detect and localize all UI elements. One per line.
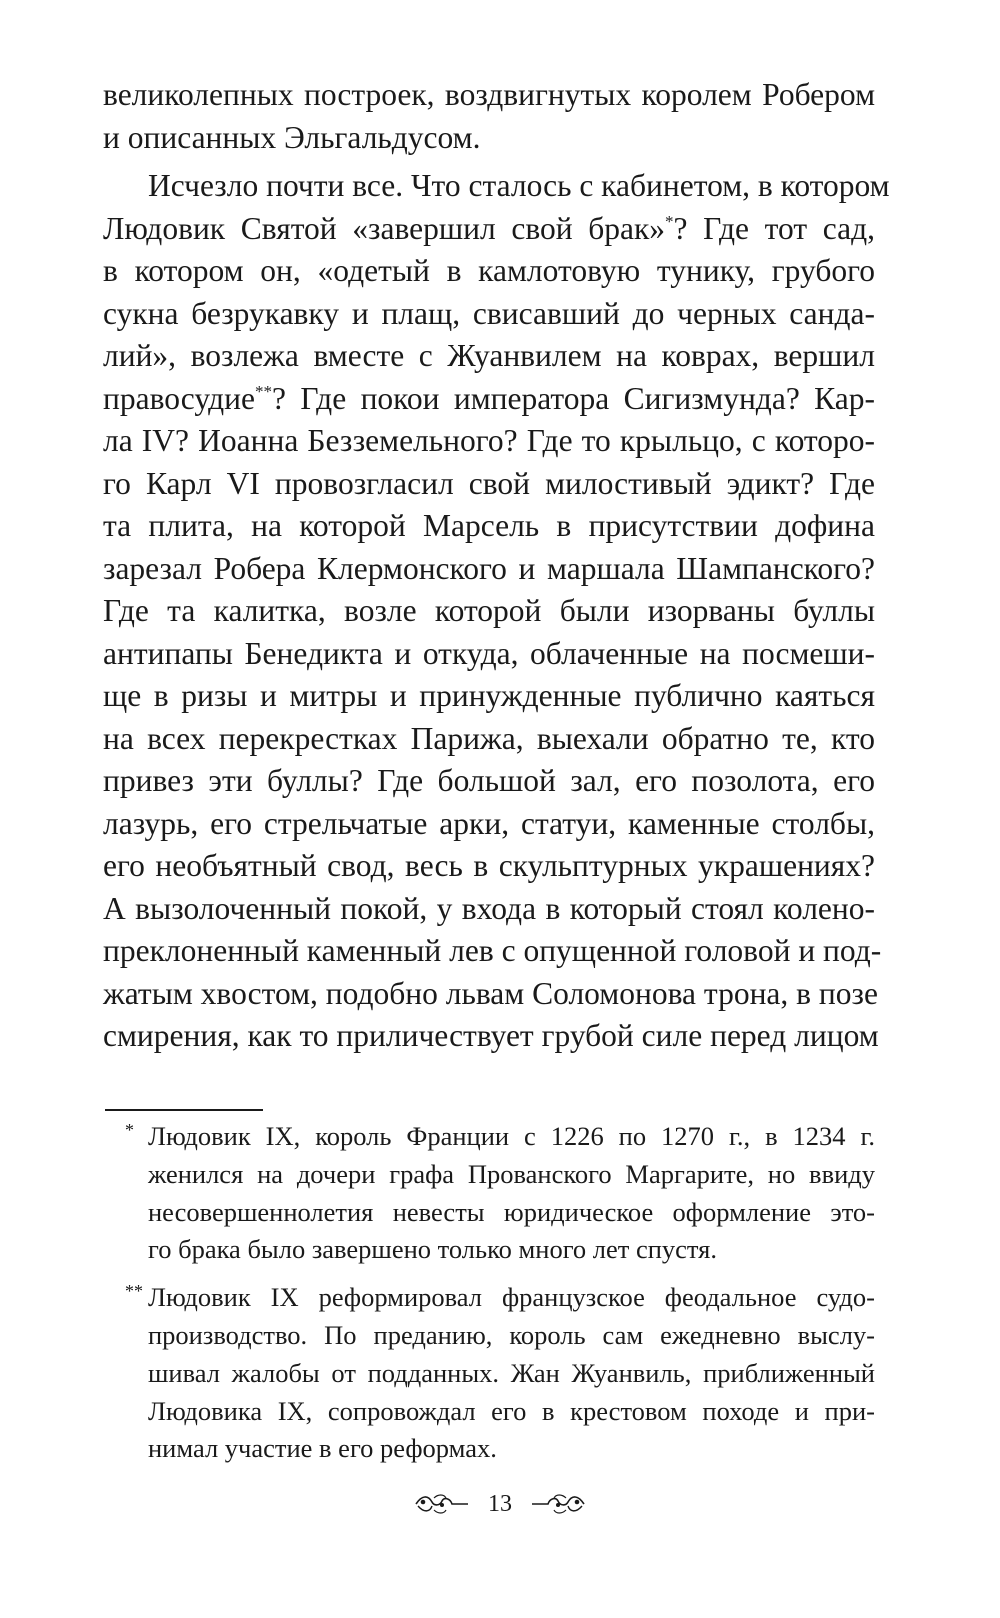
text-line: смирения, как то приличествует грубой силе перед лицом bbox=[103, 1018, 879, 1053]
text-line: в котором он, «одетый в камлотовую тунику, грубого bbox=[103, 253, 875, 288]
text-line: Исчезло почти все. Что сталось с кабинетом, в котором bbox=[148, 168, 890, 203]
ornament-left-icon bbox=[414, 1492, 470, 1516]
text-line: лазурь, его стрельчатые арки, статуи, каменные столбы, bbox=[103, 805, 875, 841]
text-line bbox=[103, 378, 875, 421]
text-line: антипапы Бенедикта и откуда, облаченные на посмеши- bbox=[103, 635, 875, 671]
footnote-line: несовершеннолетия невесты юридическое оформление это- bbox=[148, 1196, 875, 1227]
footnote-divider bbox=[105, 1109, 263, 1111]
main-text bbox=[103, 74, 890, 1058]
text-segment: правосудие bbox=[103, 380, 255, 416]
text-segment: ? Где тот сад, bbox=[673, 210, 875, 246]
text-line: великолепных построек, воздвигнутых королем Робером bbox=[103, 77, 875, 112]
text-line: А вызолоченный покой, у входа в который стоял колено- bbox=[103, 890, 875, 926]
ornament-right-icon bbox=[530, 1492, 586, 1516]
footnote-mark: * bbox=[125, 1120, 134, 1140]
text-line: привез эти буллы? Где большой зал, его позолота, его bbox=[103, 763, 875, 798]
footnote-line: женился на дочери графа Прованского Маргарите, но ввиду bbox=[148, 1158, 875, 1189]
text-line: преклоненный каменный лев с опущенной головой и под- bbox=[103, 933, 882, 968]
page-footer bbox=[0, 1488, 1000, 1519]
footnote-line: Людовика IX, сопровождал его в крестовом походе и при- bbox=[148, 1395, 875, 1426]
footnotes bbox=[103, 1118, 875, 1468]
page-number: 13 bbox=[488, 1491, 512, 1518]
footnote-mark: ** bbox=[125, 1281, 143, 1302]
text-line: зарезал Робера Клермонского и маршала Шампанского? bbox=[103, 550, 875, 586]
text-line: ще в ризы и митры и принужденные публично каяться bbox=[103, 678, 875, 713]
text-line: сукна безрукавку и плащ, свисавший до черных санда- bbox=[103, 295, 875, 331]
footnote-line: го брака было завершено только много лет спустя. bbox=[148, 1234, 717, 1265]
footnote-line: шивал жалобы от подданных. Жан Жуанвиль, приближенный bbox=[148, 1357, 875, 1388]
footnote-ref-2[interactable]: ** bbox=[254, 381, 272, 401]
footnote-2 bbox=[103, 1279, 875, 1468]
text-line: на всех перекрестках Парижа, выехали обратно те, кто bbox=[103, 720, 875, 756]
text-line: лий», возлежа вместе с Жуанвилем на коврах, вершил bbox=[103, 338, 875, 373]
footnote-line: нимал участие в его реформах. bbox=[148, 1433, 497, 1464]
text-line: его необъятный свод, весь в скульптурных украшениях? bbox=[103, 848, 875, 883]
text-line: и описанных Эльгальдусом. bbox=[103, 119, 481, 155]
footnote-line: * Людовик IX, король Франции с 1226 по 1270 г., в 1234 г. bbox=[103, 1118, 875, 1156]
footnote-line: ** Людовик IX реформировал французское феодальное судо- bbox=[103, 1279, 875, 1317]
text-line: Где та калитка, возле которой были изорваны буллы bbox=[103, 593, 875, 628]
text-segment: Людовик Святой «завершил свой брак» bbox=[103, 210, 666, 246]
text-line: ла IV? Иоанна Безземельного? Где то крыльцо, с которо- bbox=[103, 423, 875, 458]
footnote-1 bbox=[103, 1118, 875, 1269]
text-line: та плита, на которой Марсель в присутствии дофина bbox=[103, 508, 875, 543]
text-line: жатым хвостом, подобно львам Соломонова трона, в позе bbox=[103, 975, 878, 1011]
text-segment: ? Где покои императора Сигизмунда? Кар- bbox=[271, 380, 875, 416]
footnote-line: производство. По преданию, король сам ежедневно выслу- bbox=[148, 1319, 875, 1350]
text-line: го Карл VI провозгласил свой милостивый эдикт? Где bbox=[103, 465, 875, 501]
text-line bbox=[103, 208, 875, 251]
footnote-ref-1[interactable]: * bbox=[665, 211, 674, 231]
